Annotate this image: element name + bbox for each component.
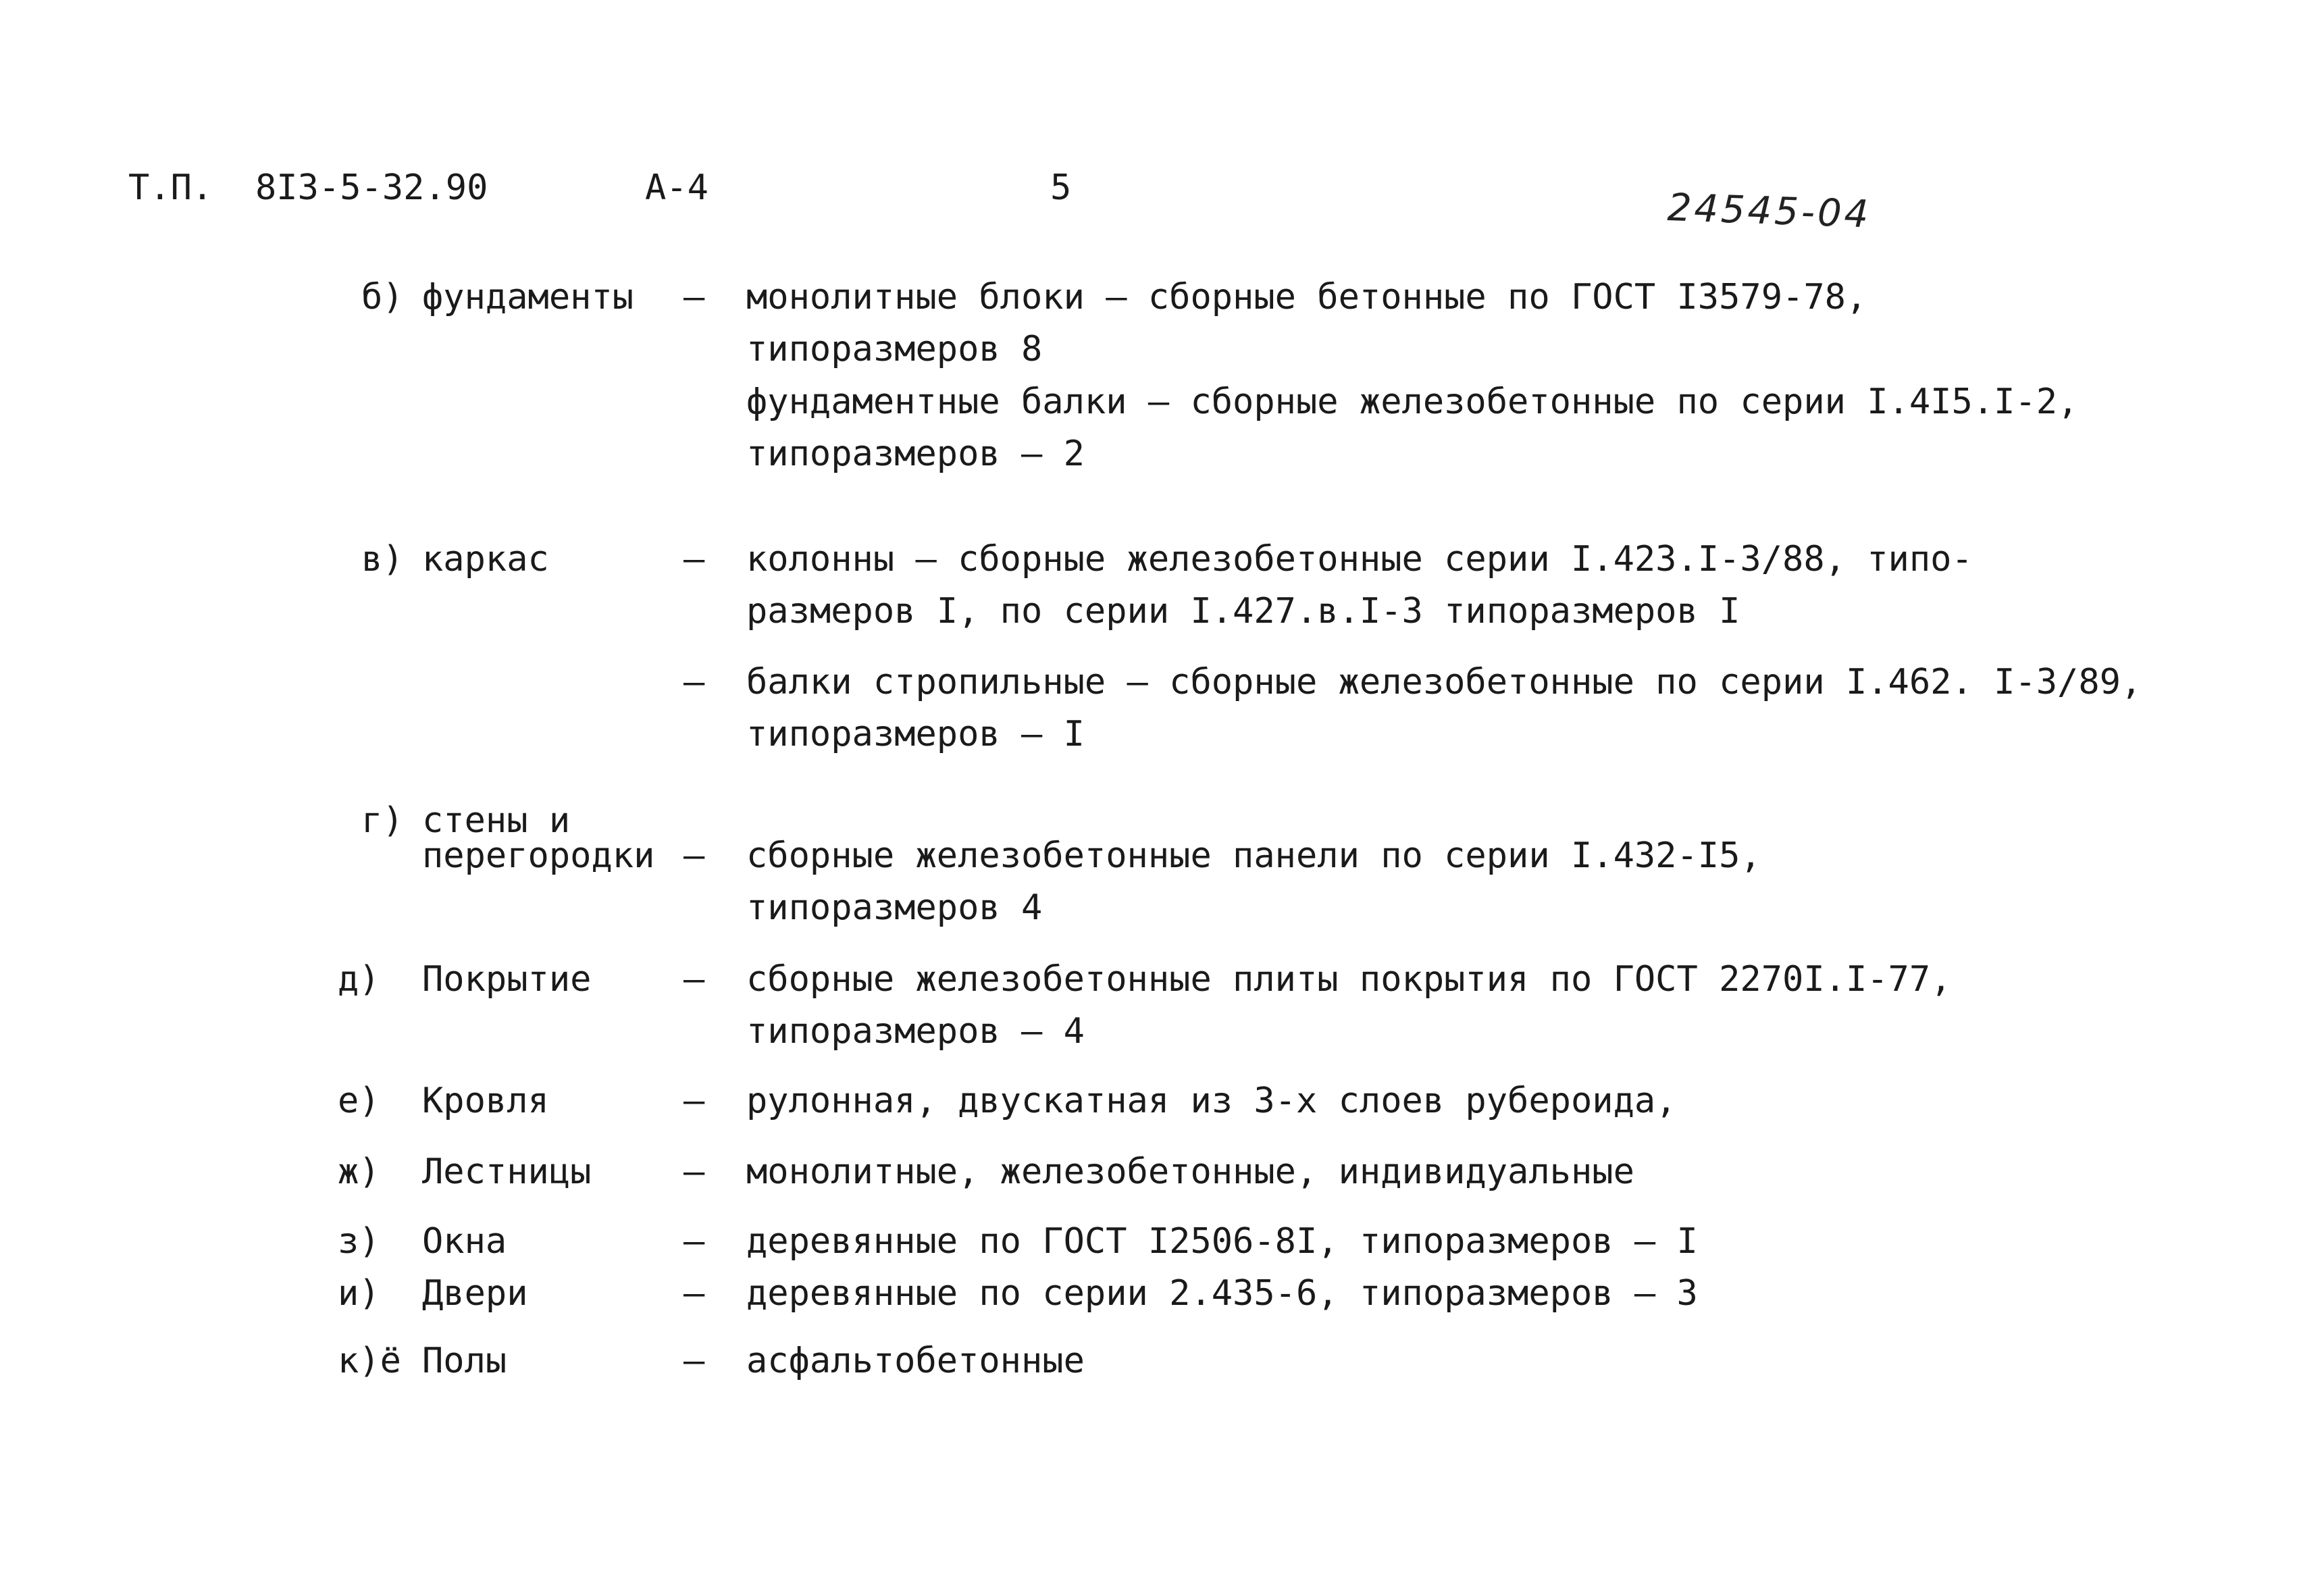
header-sheet: А-4 <box>645 168 708 208</box>
item-dash: – <box>683 1152 705 1192</box>
item-name: Лестницы <box>422 1152 592 1192</box>
header-page-number: 5 <box>1050 168 1072 208</box>
header-handwritten-code: 24545-04 <box>1666 186 1872 237</box>
item-line: типоразмеров 4 <box>746 887 1043 928</box>
item-line: асфальтобетонные <box>746 1341 1085 1381</box>
item-name: фундаменты <box>422 277 634 317</box>
item-name: каркас <box>422 539 549 580</box>
item-label: е) <box>338 1081 380 1121</box>
item-name: стены и <box>422 800 571 841</box>
item-line: типоразмеров – I <box>746 714 1085 754</box>
item-line: типоразмеров – 2 <box>746 434 1085 474</box>
item-line: размеров I, по серии I.427.в.I-3 типоразмеров I <box>746 591 1740 632</box>
item-dash: – <box>683 1081 705 1121</box>
item-name: Полы <box>422 1341 507 1381</box>
item-dash: – <box>683 539 705 580</box>
item-line: типоразмеров – 4 <box>746 1011 1085 1052</box>
item-label: ж) <box>338 1152 380 1192</box>
item-name-line-2: перегородки <box>422 835 655 876</box>
item-label: в) <box>361 539 404 580</box>
item-label: б) <box>361 277 404 317</box>
item-line: балки стропильные – сборные железобетонные по серии I.462. I-3/89, <box>746 662 2142 702</box>
item-dash: – <box>683 959 705 1000</box>
item-line: фундаментные балки – сборные железобетонные по серии I.4I5.I-2, <box>746 382 2079 422</box>
item-line: сборные железобетонные панели по серии I.432-I5, <box>746 835 1761 876</box>
item-line: деревянные по ГОСТ I2506-8I, типоразмеров – I <box>746 1221 1698 1262</box>
header-project-number: 8I3-5-32.90 <box>255 168 488 208</box>
item-dash: – <box>683 662 705 702</box>
item-dash: – <box>683 1341 705 1381</box>
item-dash: – <box>683 277 705 317</box>
item-label: г) <box>361 800 404 841</box>
item-label: з) <box>338 1221 380 1262</box>
item-dash: – <box>683 835 705 876</box>
item-dash: – <box>683 1221 705 1262</box>
item-label: к)ё <box>338 1341 401 1381</box>
item-line: деревянные по серии 2.435-6, типоразмеров – 3 <box>746 1273 1698 1314</box>
item-line: типоразмеров 8 <box>746 329 1043 369</box>
item-name: Окна <box>422 1221 507 1262</box>
item-line: монолитные, железобетонные, индивидуальные <box>746 1152 1634 1192</box>
header-tp: Т.П. <box>128 168 213 208</box>
item-label: и) <box>338 1273 380 1314</box>
item-dash: – <box>683 1273 705 1314</box>
item-name: Двери <box>422 1273 528 1314</box>
item-name: Кровля <box>422 1081 549 1121</box>
item-name: Покрытие <box>422 959 592 1000</box>
item-line: монолитные блоки – сборные бетонные по ГОСТ I3579-78, <box>746 277 1867 317</box>
item-line: сборные железобетонные плиты покрытия по ГОСТ 2270I.I-77, <box>746 959 1952 1000</box>
item-line: колонны – сборные железобетонные серии I.423.I-3/88, типо- <box>746 539 1973 580</box>
item-label: д) <box>338 959 380 1000</box>
item-line: рулонная, двускатная из 3-х слоев рубероида, <box>746 1081 1677 1121</box>
